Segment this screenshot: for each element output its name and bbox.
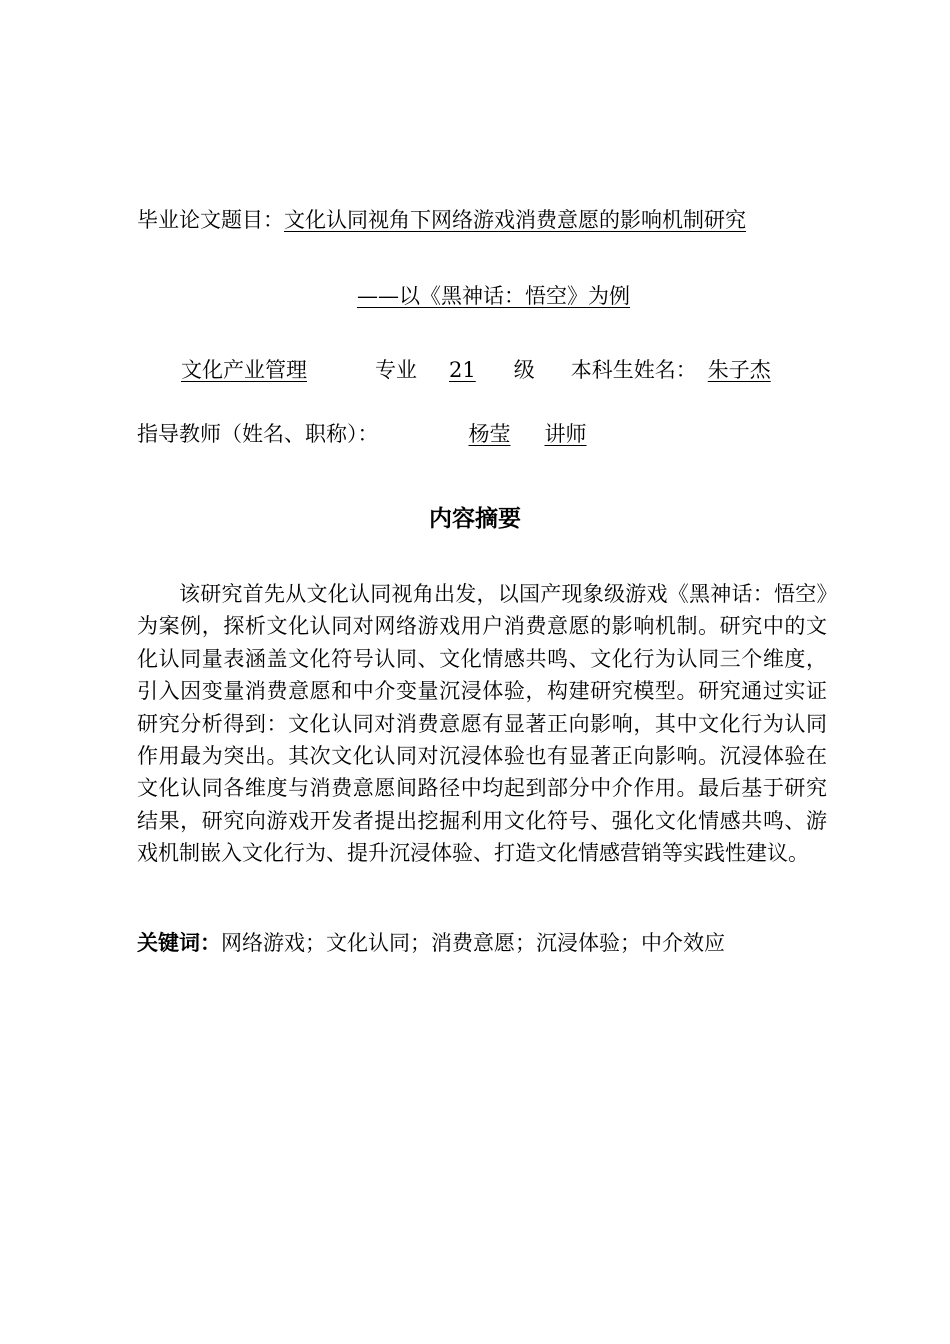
grade-label: 级 — [513, 358, 535, 382]
grade-field — [417, 358, 514, 382]
thesis-subtitle-line — [357, 282, 630, 310]
abstract-heading: 内容摘要 — [429, 506, 521, 532]
advisor-title: 讲师 — [544, 422, 587, 446]
student-name-label: 本科生姓名： — [570, 358, 697, 382]
major-value: 文化产业管理 — [181, 358, 307, 382]
major-label: 专业 — [375, 358, 417, 382]
thesis-subtitle: ——以《黑神话：悟空》为例 — [357, 284, 630, 308]
grade-value: 21 — [449, 358, 476, 382]
thesis-title-label: 毕业论文题目： — [137, 208, 284, 232]
advisor-field — [379, 422, 597, 446]
keywords-text: 网络游戏；文化认同；消费意愿；沉浸体验；中介效应 — [221, 931, 725, 955]
thesis-title: 文化认同视角下网络游戏消费意愿的影响机制研究 — [284, 208, 746, 232]
advisor-info-line — [137, 420, 597, 448]
keywords-line — [137, 928, 725, 958]
keywords-label: 关键词： — [137, 931, 221, 955]
student-name-value: 朱子杰 — [707, 358, 771, 382]
student-info-line — [137, 356, 782, 384]
thesis-title-line — [137, 206, 746, 234]
advisor-label: 指导教师（姓名、职称）： — [137, 422, 379, 446]
student-name-field — [697, 358, 782, 382]
advisor-name: 杨莹 — [468, 422, 511, 446]
abstract-body: 该研究首先从文化认同视角出发，以国产现象级游戏《黑神话：悟空》为案例，探析文化认同对网络游戏用户消费意愿的影响机制。研究中的文化认同量表涵盖文化符号认同、文化情感共鸣、文化行为认同三个维度，引入因变量消费意愿和中介变量沉浸体验，构建研究模型。研究通过实证研究分析得到：文化认同对消费意愿有显著正向影响，其中文化行为认同作用最为突出。其次文化认同对沉浸体验也有显著正向影响。沉浸体验在文化认同各维度与消费意愿间路径中均起到部分中介作用。最后基于研究结果，研究向游戏开发者提出挖掘利用文化符号、强化文化情感共鸣、游戏机制嵌入文化行为、提升沉浸体验、打造文化情感营销等实践性建议。 — [137, 582, 827, 866]
major-field — [137, 358, 375, 382]
